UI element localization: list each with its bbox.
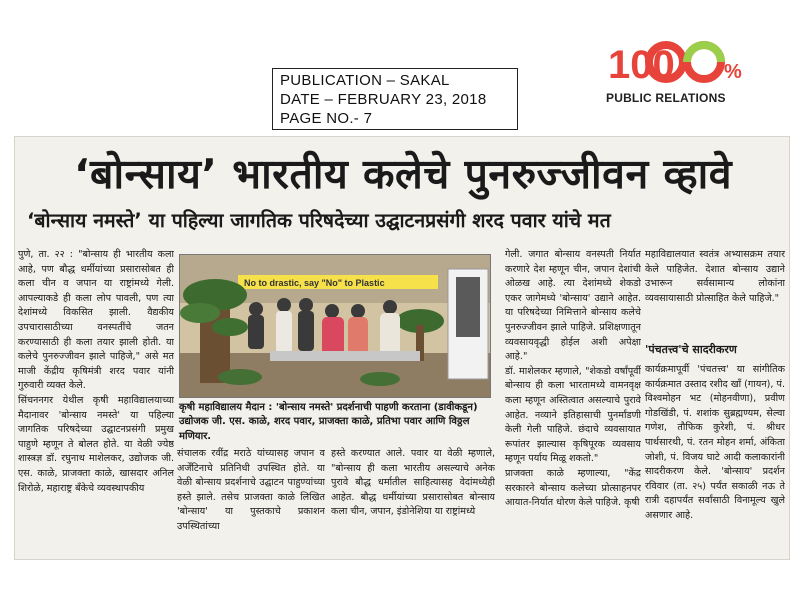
date-line: DATE – FEBRUARY 23, 2018 xyxy=(280,91,487,108)
publication-line: PUBLICATION – SAKAL xyxy=(280,72,450,89)
logo-tagline: PUBLIC RELATIONS xyxy=(606,91,726,105)
article-column-2: संचालक रवींद्र मराठे यांच्यासह जपान व अर्जेंटिनाचे प्रतिनिधी उपस्थित होते. या वेळी बोन्साय प्रदर्शनाचे उद्घाटन पाहुण्यांच्या हस्ते झाले. तसेच प्राजक्ता काळे लिखित 'बोन्साय' या पुस्तकाचे प्रकाशन उपस्थितांच्या xyxy=(177,448,325,532)
newspaper-clipping xyxy=(14,136,790,560)
page-number-line: PAGE NO.- 7 xyxy=(280,110,373,127)
article-column-4: गेली. जगात बोन्साय वनस्पती निर्यात करणारे देश म्हणून चीन, जपान देशांची ओळख आहे. त्या देशांमध्ये शेकडो एकर जागेमध्ये 'बोन्साय' उद्याने आहेत. या परिषदेच्या निमित्ताने बोन्साय कलेचे पुनरुज्जीवन झाले पाहिजे. प्रशिक्षणातून व्यवसायवृद्धी होईल अशी अपेक्षा आहे." डॉ. माशेलकर म्हणाले, "शेकडो वर्षांपूर्वी बोन्साय ही कला भारतामध्ये वामनवृक्ष कला म्हणून अस्तित्वात असल्याचे पुरावे आहेत. नव्याने इतिहासाची पुनर्मांडणी केली गेली पाहिजे. छंदाचे व्यवसायात रूपांतर झाल्यास कृषिपूरक व्यवसाय म्हणून पर्याय मिळू शकतो." प्राजक्ता काळे म्हणाल्या, "केंद्र सरकारने बोन्साय कलेच्या प्रोत्साहनपर आयात-निर्यात धोरण केले पाहिजे. कृषी xyxy=(505,249,641,509)
logo-percent: % xyxy=(724,61,742,83)
article-subheadline: ‘बोन्साय नमस्ते’ या पहिल्या जागतिक परिषदेच्या उद्घाटनप्रसंगी शरद पवार यांचे मत xyxy=(27,209,611,232)
logo-digit-one: 100 xyxy=(608,43,675,87)
article-headline: ‘बोन्साय’ भारतीय कलेचे पुनरुज्जीवन व्हावे xyxy=(73,150,733,198)
article-column-3: हस्ते करण्यात आले. पवार या वेळी म्हणाले, "बोन्साय ही कला भारतीय असल्याचे अनेक पुरावे बौद्ध धर्मातील साहित्यासह वेदांमध्येही आहेत. बौद्ध धर्मीयांच्या प्रसारासोबत बोन्साय कला चीन, जपान, इंडोनेशिया या राष्ट्रांमध्ये xyxy=(331,448,495,518)
article-column-5: महाविद्यालयात स्वतंत्र अभ्यासक्रम तयार केले पाहिजेत. देशात बोन्साय उद्याने उभारून सर्वसामान्य लोकांना व्यवसायासाठी प्रोत्साहित केले पाहिजे." xyxy=(645,249,785,304)
subsection-heading: 'पंचतत्त्व'चे सादरीकरण xyxy=(645,343,737,356)
photo-caption: कृषी महाविद्यालय मैदान : 'बोन्साय नमस्ते' प्रदर्शनाची पाहणी करताना (डावीकडून) उद्योजक जी. एस. काळे, शरद पवार, प्राजक्ता काळे, प्रतिभा पवार आणि विठ्ठल मणियार. xyxy=(179,402,478,442)
photo-banner-sign: No to drastic, say "No" to Plastic xyxy=(244,278,385,288)
article-column-1: पुणे, ता. २२ : "बोन्साय ही भारतीय कला आहे, पण बौद्ध धर्मीयांच्या प्रसारासोबत ही कला चीन व जपान या राष्ट्रांमध्ये गेली. आपल्याकडे ही कला लोप पावली, पण त्या देशांमध्ये विकसित झाली. वैद्यकीय उपचारासाठीच्या वनस्पतींचे जतन करण्यासाठी ही कला तयार झाली होती. या कलेचे पुनरुज्जीवन झाले पाहिजे," असे मत माजी केंद्रीय कृषिमंत्री शरद पवार यांनी गुरुवारी व्यक्त केले. सिंचननगर येथील कृषी महाविद्यालयाच्या मैदानावर 'बोन्साय नमस्ते' या पहिल्या जागतिक परिषदेच्या उद्घाटनप्रसंगी प्रमुख पाहुणे म्हणून ते बोलत होते. या वेळी ज्येष्ठ शास्त्रज्ञ डॉ. रघुनाथ माशेलकर, उद्योजक जी. एस. काळे, प्राजक्ता काळे, खासदार अनिल शिरोळे, महाराष्ट्र बँकेचे व्यवस्थापकीय xyxy=(18,249,174,494)
logo-green-arc xyxy=(687,45,721,62)
article-column-6: कार्यक्रमापूर्वी 'पंचतत्त्व' या सांगीतिक कार्यक्रमात उस्ताद रशीद खाँ (गायन), पं. विश्वमोहन भट (मोहनवीणा), प्रवीण गोडखिंडी, पं. शशांक सुब्रह्मण्यम, सेल्वा गणेश, तौफिक कुरेशी, पं. श्रीधर पार्थसारथी, पं. रतन मोहन शर्मा, अंकिता जोशी, पं. विजय घाटे आदी कलाकारांनी सादरीकरण केले. 'बोन्साय' प्रदर्शन रविवार (ता. २५) पर्यंत सकाळी नऊ ते रात्री दहापर्यंत सर्वांसाठी विनामूल्य खुले असणार आहे. xyxy=(645,364,785,521)
publication-info-box xyxy=(272,68,518,130)
exhibition-photo-illustration xyxy=(180,255,491,398)
exhibition-photo xyxy=(179,254,491,398)
